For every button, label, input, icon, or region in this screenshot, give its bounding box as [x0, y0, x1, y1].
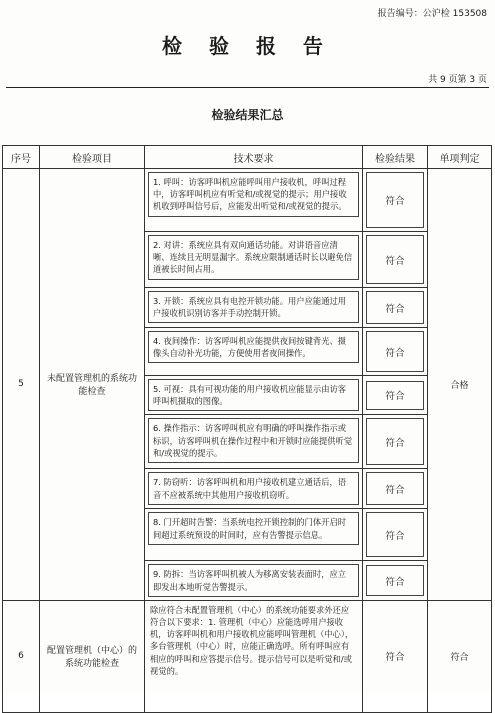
requirement-text: 3. 开锁：系统应具有电控开锁功能。用户应能通过用户接收机识别访客并手动控制开锁。 — [148, 291, 359, 323]
requirement-text: 7. 防窃听：访客呼叫机和用户接收机建立通话后，语音不应被系统中其他用户接收机窃听。 — [148, 472, 359, 504]
table-header-row — [3, 146, 492, 169]
test-item: 未配置管理机的系统功能检查 — [40, 169, 145, 601]
requirement-text: 4. 夜间操作：访客呼叫机应能提供夜间按键背光、摄像头自动补光功能，方便使用者夜间操作。 — [148, 331, 359, 363]
requirement-text: 6. 操作指示：访客呼叫机应有明确的呼叫操作指示或标识，访客呼叫机在操作过程中和开锁时应能提供听觉和/或视觉的提示。 — [148, 418, 359, 463]
requirement-text: 5. 可视：具有可视功能的用户接收机应能显示由访客呼叫机摄取的图像。 — [148, 379, 359, 411]
col-header-judgement: 单项判定 — [428, 146, 492, 169]
header-divider — [6, 87, 489, 88]
result-text: 符合 — [366, 381, 424, 410]
report-number: 报告编号：公沪检 153508 — [377, 9, 487, 19]
row-number: 5 — [3, 169, 40, 601]
judgement-text: 合格 — [428, 169, 492, 601]
result-text: 符合 — [366, 418, 424, 465]
result-text: 符合 — [366, 235, 424, 284]
result-text: 符合 — [366, 172, 424, 228]
requirement-text: 9. 防拆：当访客呼叫机被人为移离安装表面时，应立即发出本地听觉告警提示。 — [148, 564, 359, 596]
page-info: 共 9 页第 3 页 — [428, 75, 487, 85]
result-text: 符合 — [366, 565, 424, 596]
table-row — [3, 169, 492, 232]
results-table — [2, 145, 492, 713]
section-title: 检验结果汇总 — [211, 108, 284, 122]
result-text: 符合 — [366, 472, 424, 505]
result-text: 符合 — [366, 331, 424, 372]
col-header-no: 序号 — [3, 146, 40, 169]
result-text: 符合 — [366, 512, 424, 557]
requirement-text: 8. 门开超时告警：当系统电控开锁控制的门体开启时间超过系统预设的时间时，应有告警提示信息。 — [148, 512, 359, 544]
col-header-item: 检验项目 — [40, 146, 145, 169]
row-number: 6 — [3, 600, 40, 712]
requirement-text: 除应符合未配置管理机（中心）的系统功能要求外还应符合以下要求：1. 管理机（中心）应能选呼用户接收机，访客呼叫机和用户接收机应能呼叫管理机（中心），多台管理机（中心）时，应能正确选呼。所有呼叫应有相应的呼叫和应答提示信号。提示信号可以是听觉和/或视觉的。 — [150, 604, 354, 676]
col-header-requirement: 技术要求 — [145, 146, 363, 169]
test-item: 配置管理机（中心）的系统功能检查 — [40, 600, 145, 712]
judgement-text: 符合 — [428, 600, 492, 712]
col-header-result: 检验结果 — [363, 146, 428, 169]
report-title: 检 验 报 告 — [162, 34, 333, 58]
result-text: 符合 — [366, 291, 424, 324]
table-row — [3, 600, 492, 712]
result-text: 符合 — [363, 600, 428, 712]
requirement-text: 2. 对讲：系统应具有双向通话功能。对讲语音应清晰、连续且无明显漏字。系统应限制通话时长以避免信道被长时间占用。 — [148, 235, 359, 280]
requirement-text: 1. 呼叫：访客呼叫机应能呼叫用户接收机，呼叫过程中，访客呼叫机应有听觉和/或视觉的提示；用户接收机收到呼叫信号后，应能发出听觉和/或视觉的提示。 — [148, 172, 359, 217]
